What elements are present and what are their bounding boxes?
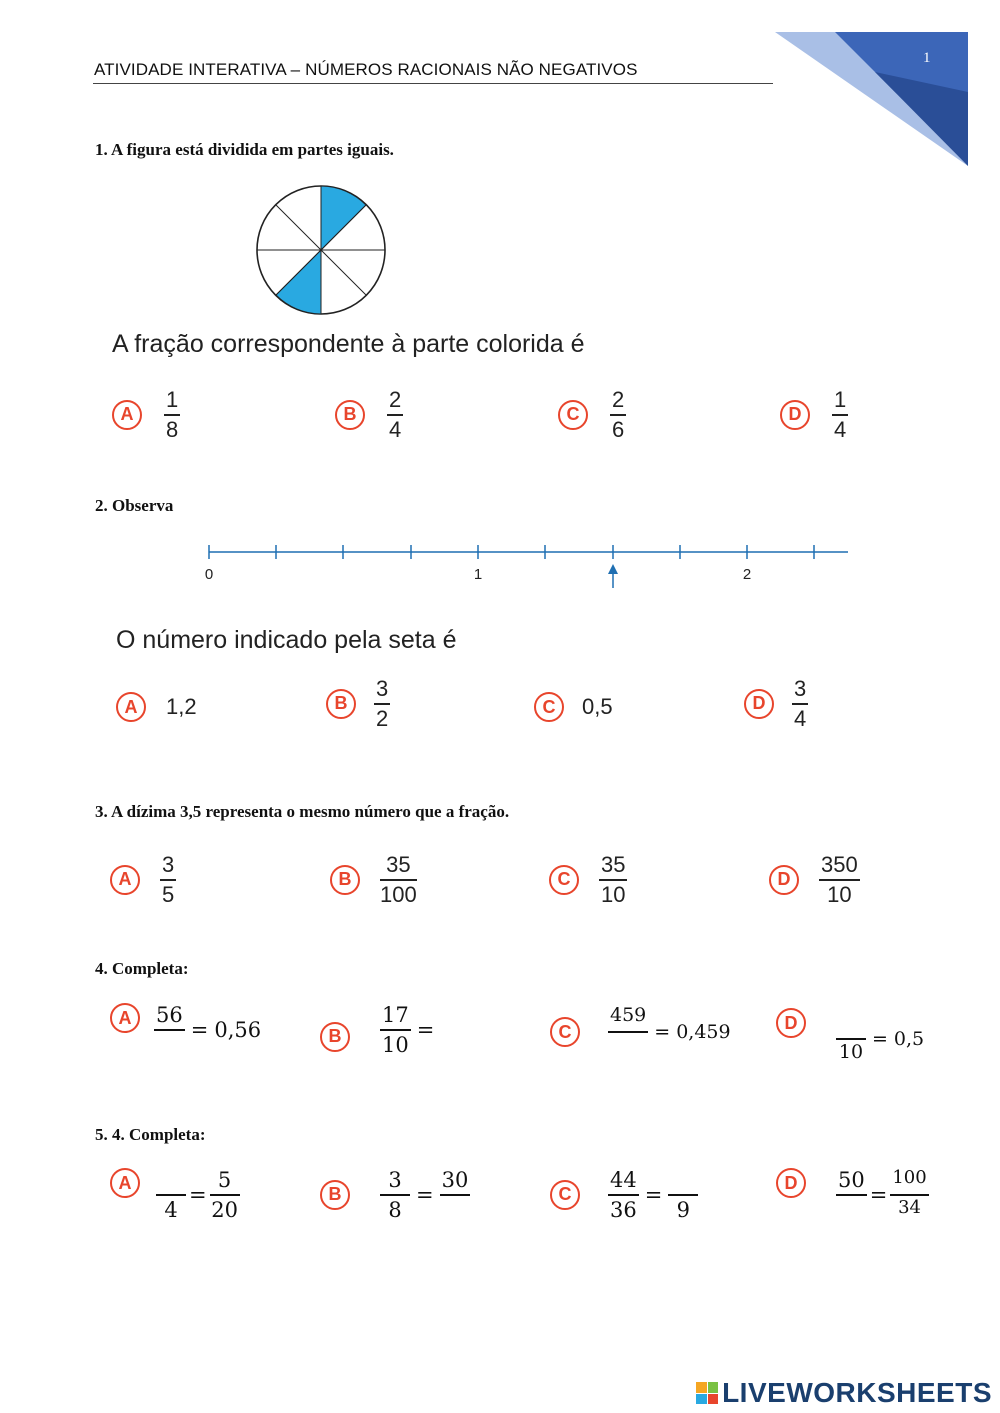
divided-circle bbox=[252, 182, 392, 322]
option-value: 1,2 bbox=[166, 694, 197, 719]
axis-label-0: 0 bbox=[204, 566, 214, 583]
q5-option-d[interactable] bbox=[776, 1168, 929, 1222]
axis-label-1: 1 bbox=[473, 566, 483, 583]
option-badge: B bbox=[335, 400, 365, 430]
equation: $\frac{17}{10}$ = bbox=[382, 1003, 435, 1057]
q2-option-c[interactable] bbox=[534, 692, 613, 722]
q5-option-c[interactable] bbox=[550, 1168, 698, 1222]
q4-option-b[interactable] bbox=[320, 1003, 440, 1057]
fraction: $\frac{1}{8}$ bbox=[166, 387, 179, 442]
option-badge: D bbox=[776, 1168, 806, 1198]
fraction: $\frac{350}{10}$ bbox=[821, 852, 858, 907]
blank-numerator bbox=[169, 1168, 173, 1194]
q4-option-a[interactable] bbox=[110, 1003, 261, 1057]
number-line bbox=[195, 538, 860, 598]
equation: 50 = $\frac{100}{34}$ bbox=[838, 1167, 927, 1218]
option-badge: C bbox=[558, 400, 588, 430]
equation: $\frac{44}{36}$ = 9 bbox=[608, 1168, 698, 1222]
equation: 10 = 0,5 bbox=[836, 1012, 924, 1066]
q2-option-a[interactable] bbox=[116, 692, 197, 722]
fraction: $\frac{2}{4}$ bbox=[389, 387, 402, 442]
option-badge: A bbox=[110, 1168, 140, 1198]
option-badge: A bbox=[110, 865, 140, 895]
q1-option-c[interactable] bbox=[558, 388, 626, 442]
header-title: ATIVIDADE INTERATIVA – NÚMEROS RACIONAIS NÃO NEGATIVOS bbox=[94, 60, 638, 79]
q2-option-d[interactable] bbox=[744, 677, 808, 731]
blank-numerator bbox=[681, 1168, 685, 1194]
liveworksheets-brand[interactable] bbox=[696, 1377, 992, 1409]
option-badge: C bbox=[549, 865, 579, 895]
option-value: 0,5 bbox=[582, 694, 613, 719]
equation: 4 = $\frac{5}{20}$ bbox=[156, 1168, 240, 1222]
option-badge: D bbox=[744, 689, 774, 719]
q2-prompt: O número indicado pela seta é bbox=[116, 626, 457, 654]
axis-label-2: 2 bbox=[742, 566, 752, 583]
q4-option-d[interactable] bbox=[776, 1008, 924, 1066]
option-badge: C bbox=[534, 692, 564, 722]
arrow-head bbox=[608, 564, 618, 574]
q3-option-b[interactable] bbox=[330, 853, 417, 907]
fraction: $\frac{35}{10}$ bbox=[601, 852, 626, 907]
equation: 56 = 0,56 bbox=[156, 1003, 262, 1042]
q4-title: 4. Completa: bbox=[95, 959, 189, 978]
liveworksheets-logo-icon bbox=[696, 1382, 718, 1404]
fraction: $\frac{3}{4}$ bbox=[794, 676, 807, 731]
corner-decoration bbox=[775, 32, 970, 168]
brand-text: LIVEWORKSHEETS bbox=[722, 1377, 992, 1408]
fraction: $\frac{3}{2}$ bbox=[376, 676, 389, 731]
q3-option-c[interactable] bbox=[549, 853, 627, 907]
option-badge: B bbox=[320, 1022, 350, 1052]
q1-option-d[interactable] bbox=[780, 388, 848, 442]
option-badge: D bbox=[769, 865, 799, 895]
equation: 459 = 0,459 bbox=[610, 1004, 731, 1043]
fraction: $\frac{3}{5}$ bbox=[162, 852, 175, 907]
option-badge: C bbox=[550, 1180, 580, 1210]
q3-option-a[interactable] bbox=[110, 853, 176, 907]
option-badge: D bbox=[780, 400, 810, 430]
q3-option-d[interactable] bbox=[769, 853, 860, 907]
q1-option-b[interactable] bbox=[335, 388, 403, 442]
equation: $\frac{3}{8}$ = 30 bbox=[380, 1168, 470, 1222]
fraction: $\frac{1}{4}$ bbox=[834, 387, 847, 442]
option-badge: B bbox=[326, 689, 356, 719]
q1-option-a[interactable] bbox=[112, 388, 180, 442]
q2-option-b[interactable] bbox=[326, 677, 390, 731]
fraction: $\frac{35}{100}$ bbox=[380, 852, 417, 907]
q5-option-a[interactable] bbox=[110, 1168, 240, 1222]
q4-option-c[interactable] bbox=[550, 1005, 731, 1059]
blank-numerator bbox=[849, 1012, 853, 1038]
option-badge: A bbox=[112, 400, 142, 430]
option-badge: B bbox=[330, 865, 360, 895]
option-badge: A bbox=[116, 692, 146, 722]
page-number: 1 bbox=[923, 50, 931, 66]
q5-title: 5. 4. Completa: bbox=[95, 1125, 206, 1144]
q3-title: 3. A dízima 3,5 representa o mesmo número que a fração. bbox=[95, 802, 510, 821]
option-badge: D bbox=[776, 1008, 806, 1038]
q1-title: 1. A figura está dividida em partes iguais. bbox=[95, 140, 394, 159]
option-badge: C bbox=[550, 1017, 580, 1047]
q5-option-b[interactable] bbox=[320, 1168, 470, 1222]
q1-prompt: A fração correspondente à parte colorida é bbox=[112, 330, 585, 358]
option-badge: A bbox=[110, 1003, 140, 1033]
q2-title: 2. Observa bbox=[95, 496, 174, 515]
option-badge: B bbox=[320, 1180, 350, 1210]
fraction: $\frac{2}{6}$ bbox=[612, 387, 625, 442]
header-rule bbox=[93, 83, 773, 84]
